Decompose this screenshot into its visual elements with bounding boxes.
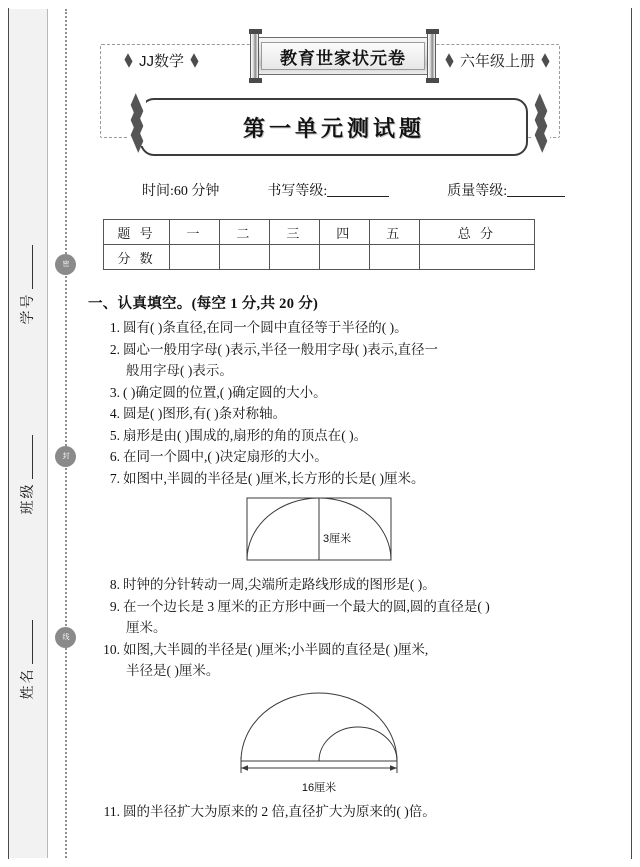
question-number: 2. <box>109 341 120 357</box>
figure-1-svg <box>239 492 399 564</box>
question-text: 圆的半径扩大为原来的 2 倍,直径扩大为原来的( )倍。 <box>123 803 436 819</box>
figure-two-semicircles <box>88 687 550 799</box>
scroll-roller-right <box>427 32 436 80</box>
page-border-right <box>631 8 632 859</box>
table-row-scores <box>104 245 535 270</box>
question-text: 圆是( )图形,有( )条对称轴。 <box>123 406 287 421</box>
column-header-2: 二 <box>219 220 269 245</box>
table-row-question-numbers <box>104 220 535 245</box>
scroll-banner <box>250 32 436 80</box>
figure-2-svg <box>219 687 419 779</box>
column-header-4: 四 <box>319 220 369 245</box>
diamond-icon <box>190 53 198 68</box>
question-number: 8. <box>109 577 120 592</box>
grade-label: 六年级上册 <box>459 54 535 70</box>
question-text-continued: 厘米。 <box>126 620 167 635</box>
column-header-total: 总 分 <box>419 220 534 245</box>
title-ornament-right <box>532 100 550 146</box>
time-limit-label: 时间:60 分钟 <box>142 184 220 199</box>
scroll-roller-left <box>250 32 259 80</box>
question-item <box>102 574 550 596</box>
column-header-1: 一 <box>170 220 220 245</box>
score-cell-4[interactable] <box>319 245 369 270</box>
quality-grade-label: 质量等级: <box>447 184 508 199</box>
question-item <box>102 339 550 361</box>
seal-dashed-line <box>65 9 67 858</box>
seal-badge-feng: 封 <box>55 446 76 467</box>
figure-1-dimension-label: 3厘米 <box>323 533 352 545</box>
sidebar-band-edge <box>47 9 48 858</box>
score-cell-2[interactable] <box>219 245 269 270</box>
exam-meta-line <box>100 180 550 200</box>
quality-grade-field[interactable] <box>447 180 565 200</box>
question-text: 如图,大半圆的半径是( )厘米;小半圆的直径是( )厘米, <box>123 641 429 657</box>
question-text: 在一个边长是 3 厘米的正方形中画一个最大的圆,圆的直径是( ) <box>123 598 490 614</box>
class-label: 班级 <box>21 482 36 515</box>
question-number: 4. <box>109 406 120 421</box>
writing-grade-field[interactable] <box>267 180 389 200</box>
column-header-3: 三 <box>269 220 319 245</box>
name-label: 姓名 <box>21 667 36 700</box>
scroll-body <box>258 37 428 75</box>
diamond-icon <box>124 53 132 68</box>
student-id-label: 学号 <box>21 292 36 325</box>
question-item <box>102 446 550 468</box>
question-number: 7. <box>109 470 120 486</box>
class-field[interactable] <box>17 424 39 526</box>
question-item <box>102 801 550 823</box>
seal-badge-mi: 密 <box>55 254 76 275</box>
header-top-row <box>100 28 560 90</box>
name-blank[interactable] <box>32 621 33 665</box>
page-title: 第一单元测试题 <box>242 115 425 141</box>
edition-group <box>122 50 201 71</box>
question-text: 在同一个圆中,( )决定扇形的大小。 <box>123 449 328 464</box>
question-number: 1. <box>109 320 120 335</box>
title-ornament-left <box>128 100 146 146</box>
question-item <box>102 468 550 490</box>
score-table <box>103 219 535 270</box>
name-field[interactable] <box>17 609 39 711</box>
score-cell-total[interactable] <box>419 245 534 270</box>
question-item <box>102 403 550 425</box>
question-text-continued: 般用字母( )表示。 <box>126 363 233 378</box>
edition-label: JJ数学 <box>139 53 185 70</box>
section-heading: 一、认真填空。(每空 1 分,共 20 分) <box>88 296 319 312</box>
diamond-icon <box>445 53 453 68</box>
writing-grade-blank[interactable] <box>327 196 389 197</box>
student-id-field[interactable] <box>17 234 39 336</box>
seal-line-sidebar <box>9 9 83 858</box>
title-banner <box>140 98 528 156</box>
score-cell-3[interactable] <box>269 245 319 270</box>
question-text: 时钟的分针转动一周,尖端所走路线形成的图形是( )。 <box>123 577 436 592</box>
question-text: ( )确定圆的位置,( )确定圆的大小。 <box>123 384 327 400</box>
quality-grade-blank[interactable] <box>507 196 565 197</box>
score-cell-5[interactable] <box>369 245 419 270</box>
figure-semicircle-in-rectangle <box>88 492 550 570</box>
question-item <box>102 317 550 339</box>
question-text: 如图中,半圆的半径是( )厘米,长方形的长是( )厘米。 <box>123 470 425 486</box>
figure-2-dimension-label: 16厘米 <box>301 781 337 794</box>
question-item <box>102 596 550 618</box>
question-item <box>102 382 550 404</box>
question-number: 10. <box>103 641 120 657</box>
question-item <box>102 639 550 661</box>
question-text: 圆心一般用字母( )表示,半径一般用字母( )表示,直径一 <box>123 341 438 357</box>
question-text: 圆有( )条直径,在同一个圆中直径等于半径的( )。 <box>123 320 408 335</box>
row-header-score: 分 数 <box>104 245 170 270</box>
question-item <box>102 425 550 447</box>
class-blank[interactable] <box>32 436 33 480</box>
question-number: 6. <box>109 449 120 464</box>
question-number: 9. <box>109 598 120 614</box>
brand-title: 教育世家状元卷 <box>280 48 406 68</box>
question-text-continued: 半径是( )厘米。 <box>126 663 220 678</box>
diamond-icon <box>541 53 549 68</box>
seal-badge-xian: 线 <box>55 627 76 648</box>
column-header-5: 五 <box>369 220 419 245</box>
question-text: 扇形是由( )围成的,扇形的角的顶点在( )。 <box>123 427 368 443</box>
row-header-question: 题 号 <box>104 220 170 245</box>
student-id-blank[interactable] <box>32 246 33 290</box>
score-cell-1[interactable] <box>170 245 220 270</box>
question-number: 5. <box>109 427 120 443</box>
fill-in-the-blank-section <box>88 292 550 822</box>
scroll-inner-panel <box>261 42 424 70</box>
writing-grade-label: 书写等级: <box>267 184 328 199</box>
question-number: 3. <box>109 384 120 400</box>
grade-group <box>443 50 552 71</box>
question-number: 11. <box>103 803 120 819</box>
